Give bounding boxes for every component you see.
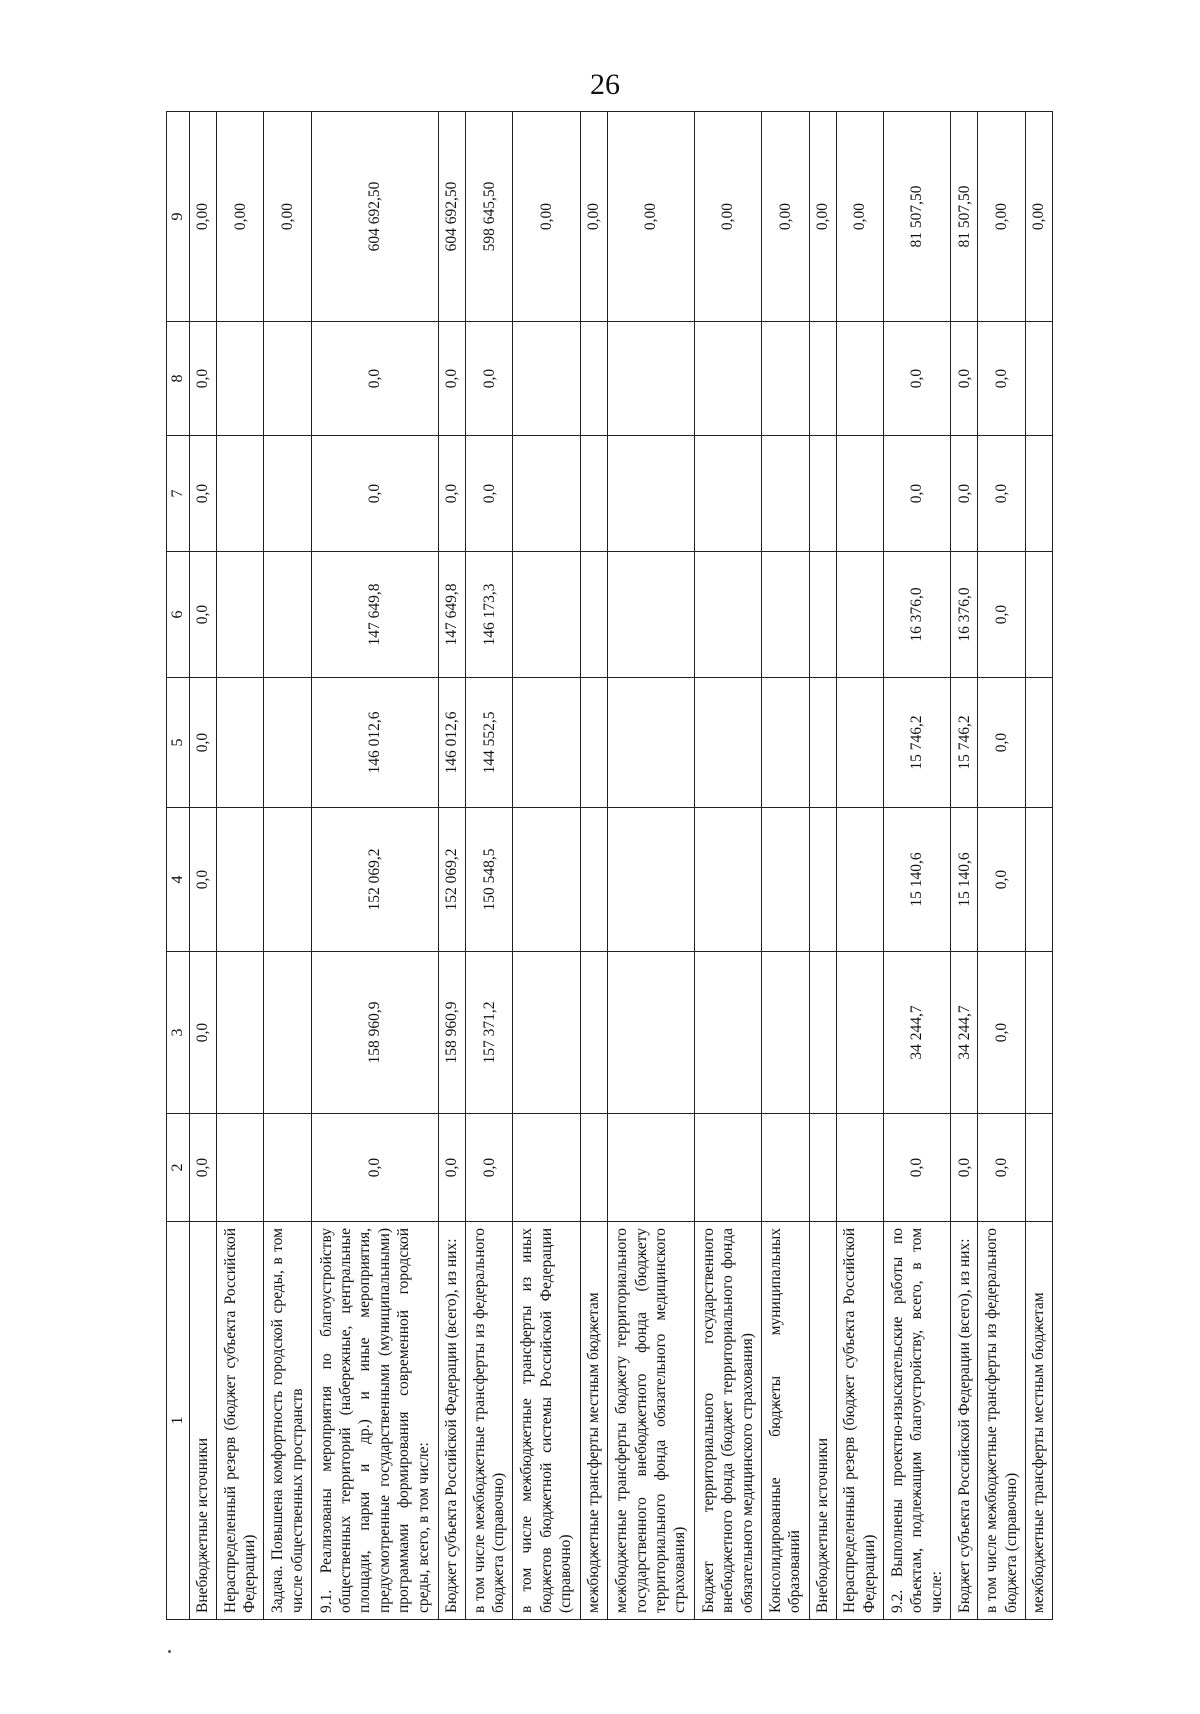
value-cell: 34 244,7 [951,952,978,1114]
row-label: Внебюджетные источники [190,1222,217,1620]
value-cell: 0,0 [311,322,438,436]
value-cell [607,552,694,678]
value-cell [513,678,580,808]
value-cell: 147 649,8 [311,552,438,678]
row-label: Внебюджетные источники [809,1222,836,1620]
value-cell [580,1114,607,1222]
value-cell [264,552,311,678]
value-cell: 15 140,6 [951,808,978,952]
value-cell [580,678,607,808]
table-row [466,112,513,1620]
value-cell: 0,0 [951,1114,978,1222]
rotated-table-container [166,112,1053,1620]
value-cell [809,1114,836,1222]
value-cell: 0,00 [217,112,264,322]
value-cell: 0,0 [190,436,217,552]
row-label: Бюджет субъекта Российской Федерации (всего), из них: [438,1222,465,1620]
value-cell: 16 376,0 [951,552,978,678]
value-cell [836,322,883,436]
page-number: 26 [590,68,620,101]
value-cell [607,808,694,952]
value-cell [217,552,264,678]
value-cell: 15 746,2 [951,678,978,808]
value-cell [264,678,311,808]
value-cell [1025,322,1052,436]
value-cell [607,1114,694,1222]
value-cell: 0,00 [607,112,694,322]
value-cell: 158 960,9 [438,952,465,1114]
table-row [607,112,694,1620]
value-cell: 0,0 [438,1114,465,1222]
table-row [580,112,607,1620]
value-cell: 0,0 [883,1114,950,1222]
value-cell [607,322,694,436]
value-cell: 0,0 [883,436,950,552]
value-cell [836,552,883,678]
row-label: Бюджет субъекта Российской Федерации (всего), из них: [951,1222,978,1620]
value-cell: 16 376,0 [883,552,950,678]
row-label: межбюджетные трансферты местным бюджетам [1025,1222,1052,1620]
value-cell: 0,0 [978,322,1025,436]
value-cell: 0,0 [466,436,513,552]
value-cell: 144 552,5 [466,678,513,808]
table-row [809,112,836,1620]
value-cell: 146 012,6 [311,678,438,808]
value-cell: 0,0 [951,322,978,436]
value-cell: 0,0 [978,808,1025,952]
value-cell: 0,00 [836,112,883,322]
row-label: 9.1. Реализованы мероприятия по благоустройству общественных территорий (набережные, центральные площади, парки и др.) и иные мероприятия, предусмотренные государственными (муниципальными) программами формирования современной городской среды, всего, в том числе: [311,1222,438,1620]
column-header: 7 [167,436,190,552]
column-header: 5 [167,678,190,808]
value-cell [580,808,607,952]
value-cell: 0,0 [978,436,1025,552]
value-cell [762,436,809,552]
value-cell [513,1114,580,1222]
value-cell: 0,0 [466,1114,513,1222]
value-cell [217,678,264,808]
value-cell [809,952,836,1114]
value-cell: 0,0 [978,678,1025,808]
row-label: Задача. Повышена комфортность городской среды, в том числе общественных пространств [264,1222,311,1620]
table-row [762,112,809,1620]
value-cell [607,436,694,552]
column-header: 9 [167,112,190,322]
value-cell: 0,0 [951,436,978,552]
value-cell [1025,436,1052,552]
value-cell [217,952,264,1114]
value-cell [695,808,762,952]
column-header: 2 [167,1114,190,1222]
row-label: Бюджет территориального государственного внебюджетного фонда (бюджет территориального фонда обязательного медицинского страхования) [695,1222,762,1620]
column-header: 3 [167,952,190,1114]
value-cell: 158 960,9 [311,952,438,1114]
value-cell: 146 012,6 [438,678,465,808]
value-cell [762,322,809,436]
value-cell: 0,0 [978,552,1025,678]
value-cell: 146 173,3 [466,552,513,678]
value-cell: 15 746,2 [883,678,950,808]
row-label: Нераспределенный резерв (бюджет субъекта Российской Федерации) [217,1222,264,1620]
value-cell [264,322,311,436]
value-cell [1025,952,1052,1114]
value-cell: 0,0 [438,322,465,436]
value-cell [762,1114,809,1222]
value-cell [836,1114,883,1222]
value-cell: 0,0 [883,322,950,436]
column-header: 1 [167,1222,190,1620]
value-cell [695,952,762,1114]
row-label: Нераспределенный резерв (бюджет субъекта Российской Федерации) [836,1222,883,1620]
value-cell [809,322,836,436]
row-label: межбюджетные трансферты местным бюджетам [580,1222,607,1620]
value-cell: 150 548,5 [466,808,513,952]
row-label: Консолидированные бюджеты муниципальных образований [762,1222,809,1620]
value-cell: 15 140,6 [883,808,950,952]
column-header: 6 [167,552,190,678]
value-cell [695,552,762,678]
value-cell: 157 371,2 [466,952,513,1114]
value-cell: 0,00 [809,112,836,322]
value-cell: 152 069,2 [438,808,465,952]
value-cell: 0,0 [311,1114,438,1222]
table-row [438,112,465,1620]
table-row [978,112,1025,1620]
value-cell [580,952,607,1114]
value-cell [809,552,836,678]
value-cell: 604 692,50 [311,112,438,322]
value-cell: 34 244,7 [883,952,950,1114]
value-cell [264,1114,311,1222]
column-header: 8 [167,322,190,436]
value-cell [1025,552,1052,678]
value-cell: 0,00 [190,112,217,322]
value-cell [217,322,264,436]
value-cell [809,808,836,952]
value-cell: 0,0 [190,552,217,678]
table-row [951,112,978,1620]
value-cell [762,552,809,678]
value-cell: 598 645,50 [466,112,513,322]
table-row [311,112,438,1620]
row-label: в том числе межбюджетные трансферты из федерального бюджета (справочно) [978,1222,1025,1620]
scan-dot [168,1650,171,1653]
value-cell [580,322,607,436]
table-row [264,112,311,1620]
value-cell: 0,00 [762,112,809,322]
value-cell: 0,00 [580,112,607,322]
value-cell: 0,0 [438,436,465,552]
value-cell [513,322,580,436]
value-cell [695,322,762,436]
value-cell [809,436,836,552]
row-label: межбюджетные трансферты бюджету территориального государственного внебюджетного фонда (бюджету территориального фонда обязательного медицинского страхования) [607,1222,694,1620]
value-cell: 604 692,50 [438,112,465,322]
value-cell [836,436,883,552]
value-cell [607,678,694,808]
value-cell [1025,678,1052,808]
value-cell [695,1114,762,1222]
value-cell: 0,0 [190,1114,217,1222]
value-cell [513,436,580,552]
value-cell: 0,0 [190,678,217,808]
value-cell: 0,0 [190,952,217,1114]
table-row [695,112,762,1620]
value-cell [513,952,580,1114]
value-cell [607,952,694,1114]
value-cell [1025,808,1052,952]
budget-table [166,111,1053,1620]
value-cell: 0,0 [978,952,1025,1114]
table-row [513,112,580,1620]
table-row [217,112,264,1620]
value-cell [762,808,809,952]
table-row [883,112,950,1620]
table-row [1025,112,1052,1620]
value-cell: 81 507,50 [951,112,978,322]
value-cell [217,808,264,952]
value-cell: 0,0 [190,322,217,436]
row-label: в том числе межбюджетные трансферты из иных бюджетов бюджетной системы Российской Федерации (справочно) [513,1222,580,1620]
value-cell: 0,0 [466,322,513,436]
value-cell: 0,00 [978,112,1025,322]
value-cell [1025,1114,1052,1222]
value-cell [264,436,311,552]
row-label: в том числе межбюджетные трансферты из федерального бюджета (справочно) [466,1222,513,1620]
value-cell [762,952,809,1114]
value-cell [836,808,883,952]
value-cell [762,678,809,808]
table-row [190,112,217,1620]
column-header: 4 [167,808,190,952]
value-cell: 0,00 [1025,112,1052,322]
value-cell: 0,00 [695,112,762,322]
value-cell [264,952,311,1114]
value-cell: 0,00 [513,112,580,322]
value-cell [217,1114,264,1222]
value-cell: 0,0 [190,808,217,952]
header-row [167,112,190,1620]
value-cell [580,436,607,552]
value-cell: 81 507,50 [883,112,950,322]
row-label: 9.2. Выполнены проектно-изыскательские работы по объектам, подлежащим благоустройству, всего, в том числе: [883,1222,950,1620]
value-cell [695,678,762,808]
value-cell: 0,00 [264,112,311,322]
value-cell [695,436,762,552]
value-cell: 0,0 [978,1114,1025,1222]
value-cell [836,952,883,1114]
table-row [836,112,883,1620]
value-cell: 0,0 [311,436,438,552]
value-cell: 147 649,8 [438,552,465,678]
value-cell [580,552,607,678]
value-cell [217,436,264,552]
value-cell [809,678,836,808]
value-cell [513,552,580,678]
value-cell [513,808,580,952]
value-cell [836,678,883,808]
value-cell [264,808,311,952]
value-cell: 152 069,2 [311,808,438,952]
